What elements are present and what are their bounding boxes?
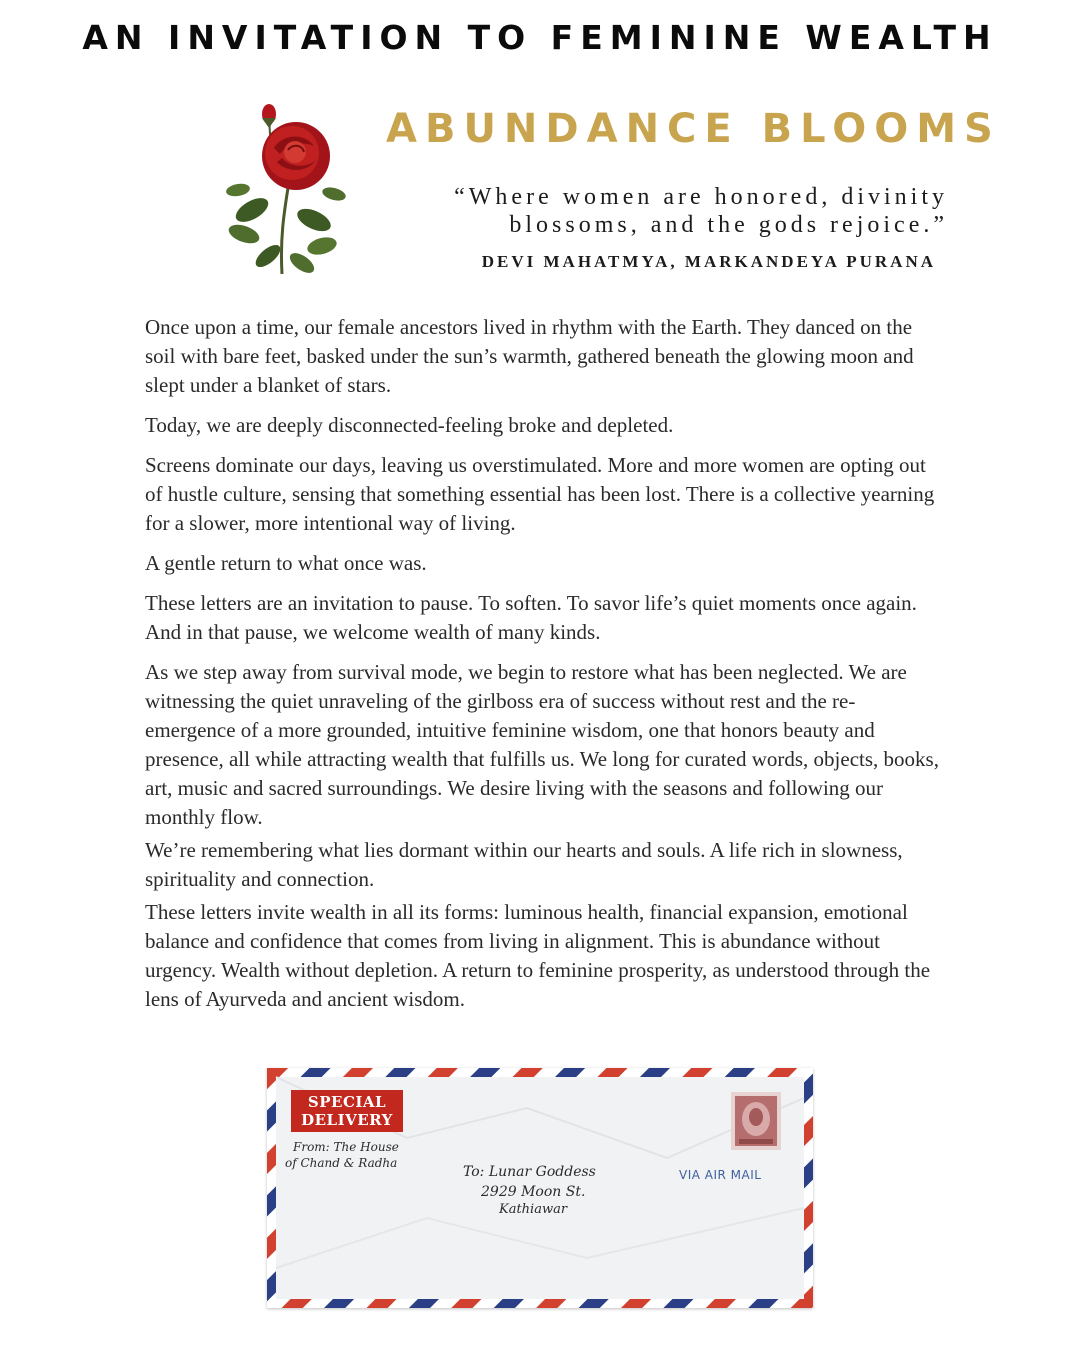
- paragraph: These letters invite wealth in all its forms: luminous health, financial expansion, emotional balance and confidence that comes from living in alignment. This is abundance without urgency. Wealth without depletion. A return to feminine prosperity, as understood through the lens of Ayurveda and ancient wisdom.: [145, 900, 931, 1011]
- paragraph: We’re remembering what lies dormant within our hearts and souls. A life rich in slowness, spirituality and connection.: [145, 838, 903, 891]
- quote-line-2: blossoms, and the gods rejoice.”: [509, 212, 948, 238]
- rose-illustration: [222, 98, 352, 276]
- special-delivery-label: [291, 1090, 403, 1132]
- quote-line-1: “Where women are honored, divinity: [454, 184, 948, 210]
- body-text: [145, 313, 945, 1025]
- quote-attribution: DEVI MAHATMYA, MARKANDEYA PURANA: [481, 252, 936, 271]
- special-label-line-2: DELIVERY: [301, 1111, 393, 1129]
- paragraph: Today, we are deeply disconnected-feeling broke and depleted.: [145, 413, 674, 437]
- quote: [386, 183, 948, 239]
- headline: ABUNDANCE BLOOMS: [386, 106, 1001, 152]
- to-address-line-3: Kathiawar: [499, 1202, 568, 1217]
- to-address-line-2: 2929 Moon St.: [481, 1184, 586, 1200]
- from-address-line-2: of Chand & Radha: [285, 1156, 398, 1170]
- via-air-mail-text: VIA AIR MAIL: [679, 1168, 762, 1182]
- paragraph: A gentle return to what once was.: [145, 551, 427, 575]
- from-address-line-1: From: The House: [293, 1140, 399, 1154]
- special-label-line-1: SPECIAL: [307, 1093, 387, 1111]
- paragraph: These letters are an invitation to pause. To soften. To savor life’s quiet moments once again. And in that pause, we welcome wealth of many kinds.: [145, 591, 917, 644]
- to-address-line-1: To: Lunar Goddess: [463, 1164, 596, 1180]
- paragraph: Screens dominate our days, leaving us overstimulated. More and more women are opting out of hustle culture, sensing that something essential has been lost. There is a collective yearning for a slower, more intentional way of living.: [145, 453, 935, 535]
- page-title: AN INVITATION TO FEMININE WEALTH: [82, 18, 998, 57]
- postage-stamp-icon: [731, 1092, 781, 1150]
- paragraph: As we step away from survival mode, we begin to restore what has been neglected. We are witnessing the quiet unraveling of the girlboss era of success without rest and the re-emergence of a more grounded, intuitive feminine wisdom, one that honors beauty and presence, all while attracting wealth that fulfills us. We long for curated words, objects, books, art, music and sacred surroundings. We desire living with the seasons and following our monthly flow.: [145, 660, 939, 829]
- paragraph: Once upon a time, our female ancestors lived in rhythm with the Earth. They danced on the soil with bare feet, basked under the sun’s warmth, gathered beneath the glowing moon and slept under a blanket of stars.: [145, 315, 914, 397]
- airmail-envelope: [267, 1068, 813, 1308]
